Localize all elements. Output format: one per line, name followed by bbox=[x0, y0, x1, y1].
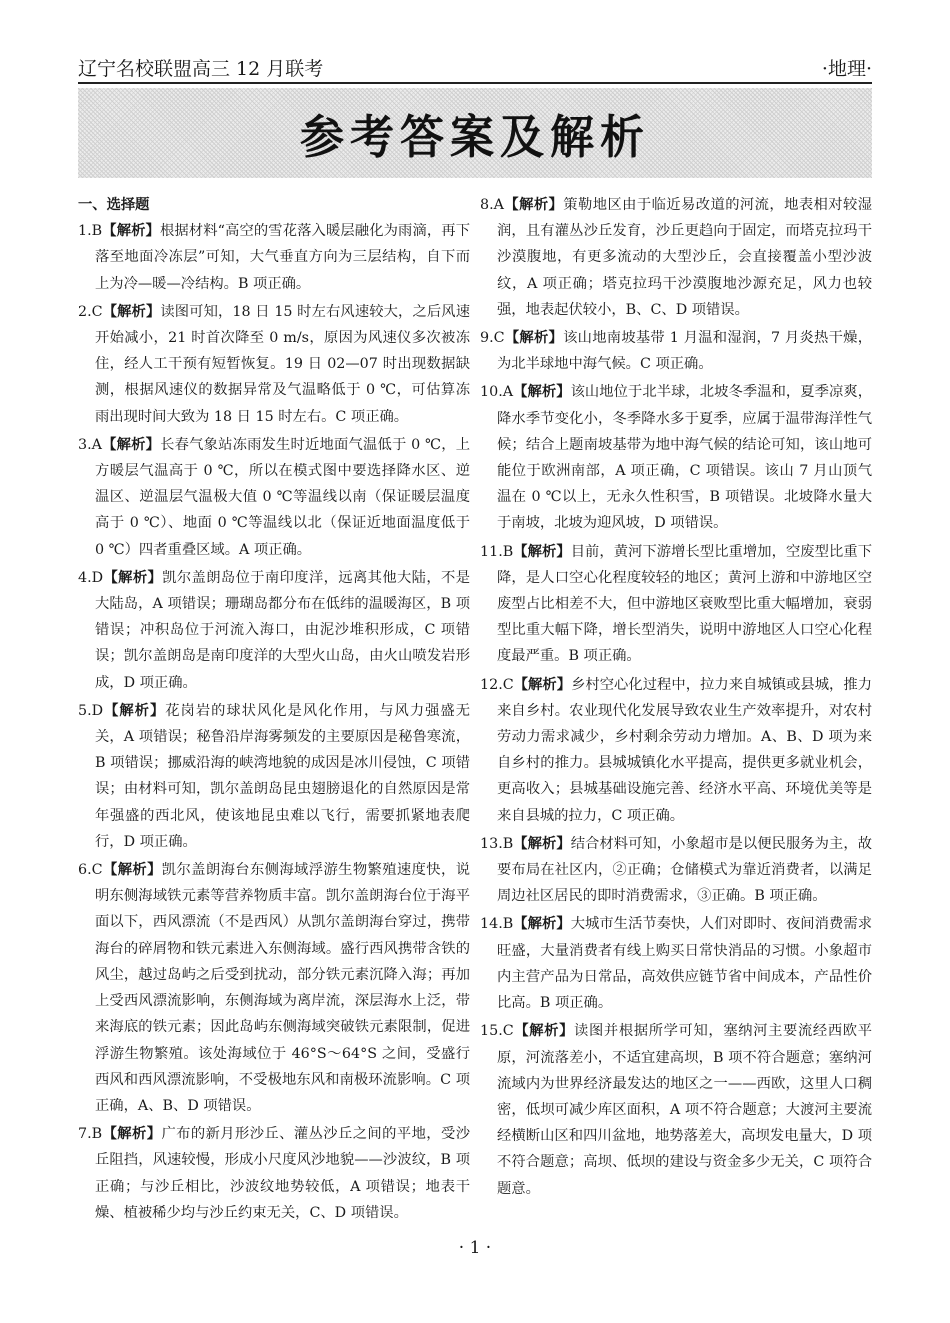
answer-column-right bbox=[480, 192, 872, 1204]
analysis-tag: 【解析】 bbox=[102, 303, 161, 320]
analysis-text: 该山地位于北半球，北坡冬季温和，夏季凉爽，降水季节变化小，冬季降水多于夏季，应属于温带海洋性气候；结合上题南坡基带为地中海气候的结论可知，该山地可能位于欧洲南部，A 项正确，C 项错误。该山 7 月山顶气温在 0 ℃以上，无永久性积雪，B 项错误。北坡降水量大于南坡，北坡为迎风坡，D 项错误。 bbox=[497, 384, 873, 532]
section-title: 一、选择题 bbox=[78, 197, 150, 213]
page-title: 参考答案及解析 bbox=[300, 110, 650, 165]
analysis-text: 大城市生活节奏快，人们对即时、夜间消费需求旺盛，大量消费者有线上购买日常快消品的习惯。小象超市内主营产品为日常品，高效供应链节省中间成本，产品性价比高。B 项正确。 bbox=[497, 916, 872, 1012]
analysis-text: 根据材料“高空的雪花落入暖层融化为雨滴，再下落至地面冷冻层”可知，大气垂直方向为三层结构，自下而上为冷—暖—冷结构。B 项正确。 bbox=[95, 223, 471, 292]
answer-number: 3.A bbox=[78, 436, 102, 453]
analysis-tag: 【解析】 bbox=[503, 197, 564, 213]
exam-title: 辽宁名校联盟高三 12 月联考 bbox=[78, 57, 324, 80]
answer-item bbox=[78, 299, 470, 430]
answer-number: 10.A bbox=[480, 384, 514, 401]
analysis-text: 广布的新月形沙丘、灌丛沙丘之间的平地，受沙丘阻挡，风速较慢，形成小尺度风沙地貌——沙波纹，B 项正确；与沙丘相比，沙波纹地势较低，A 项错误；地表干燥、植被稀少均与沙丘约束无关，C、D 项错误。 bbox=[95, 1126, 471, 1221]
answer-item bbox=[480, 539, 872, 670]
analysis-tag: 【解析】 bbox=[513, 835, 571, 852]
analysis-tag: 【解析】 bbox=[513, 1023, 575, 1040]
answer-number: 12.C bbox=[480, 676, 514, 693]
answer-item bbox=[480, 1018, 872, 1201]
answer-number: 5.D bbox=[78, 702, 104, 719]
answer-number: 15.C bbox=[480, 1023, 514, 1040]
analysis-tag: 【解析】 bbox=[102, 1126, 162, 1143]
title-banner bbox=[78, 88, 872, 178]
answer-item bbox=[480, 672, 872, 829]
analysis-text: 花岗岩的球状风化是风化作用，与风力强盛无关，A 项错误；秘鲁沿岸海雾频发的主要原因是秘鲁寒流，B 项错误；挪威沿海的峡湾地貌的成因是冰川侵蚀，C 项错误；由材料可知，凯尔盖朗岛昆虫翅膀退化的自然原因是常年强盛的西北风，使该地昆虫难以飞行，需要抓紧地表爬行，D 项正确。 bbox=[95, 702, 470, 850]
analysis-tag: 【解析】 bbox=[504, 330, 564, 347]
answer-number: 9.C bbox=[480, 330, 505, 347]
page-header bbox=[78, 52, 872, 82]
answer-number: 6.C bbox=[78, 862, 103, 879]
answer-number: 2.C bbox=[78, 303, 103, 320]
answer-item bbox=[480, 325, 872, 377]
analysis-tag: 【解析】 bbox=[513, 543, 571, 560]
analysis-text: 乡村空心化过程中，拉力来自城镇或县城，推力来自乡村。农业现代化发展导致农业生产效率提升，对农村劳动力需求减少，乡村剩余劳动力增加。A、B、D 项为来自乡村的推力。县城城镇化水平提高，提供更多就业机会，更高收入；县城基础设施完善、经济水平高、环境优美等是来自县城的拉力，C 项正确。 bbox=[497, 676, 873, 824]
answer-item bbox=[480, 379, 872, 536]
answer-item bbox=[78, 698, 470, 855]
analysis-tag: 【解析】 bbox=[103, 702, 166, 719]
analysis-tag: 【解析】 bbox=[102, 862, 162, 879]
analysis-text: 凯尔盖朗海台东侧海域浮游生物繁殖速度快，说明东侧海域铁元素等营养物质丰富。凯尔盖朗海台位于海平面以下，西风漂流（不是西风）从凯尔盖朗海台穿过，携带海台的碎屑物和铁元素进入东侧海域。盛行西风携带含铁的风尘，越过岛屿之后受到扰动，部分铁元素沉降入海；再加上受西风漂流影响，东侧海域为离岸流，深层海水上泛，带来海底的铁元素；因此岛屿东侧海域突破铁元素限制，促进浮游生物繁殖。该处海域位于 46°S～64°S 之间，受盛行西风和西风漂流影响，不受极地东风和南极环流影响。C 项正确，A、B、D 项错误。 bbox=[95, 862, 471, 1114]
answer-number: 1.B bbox=[78, 223, 103, 240]
answer-item bbox=[78, 218, 470, 297]
analysis-text: 结合材料可知，小象超市是以便民服务为主，故要布局在社区内，②正确；仓储模式为靠近消费者，以满足周边社区居民的即时消费需求，③正确。B 项正确。 bbox=[497, 835, 872, 905]
analysis-tag: 【解析】 bbox=[102, 223, 160, 240]
answer-number: 4.D bbox=[78, 569, 104, 586]
answer-item bbox=[480, 192, 872, 323]
answer-item bbox=[78, 565, 470, 696]
analysis-text: 长春气象站冻雨发生时近地面气温低于 0 ℃，上方暖层气温高于 0 ℃，所以在模式图中要选择降水区、逆温区、逆温层气温极大值 0 ℃等温线以南（保证暖层温度高于 0 ℃）、地面 0 ℃等温线以北（保证近地面温度低于 0 ℃）四者重叠区域。A 项正确。 bbox=[95, 436, 470, 558]
subject-label: ·地理· bbox=[821, 57, 872, 80]
analysis-tag: 【解析】 bbox=[513, 676, 572, 693]
header-divider bbox=[78, 82, 872, 84]
analysis-text: 策勒地区由于临近易改道的河流，地表相对较湿润，且有灌丛沙丘发育，沙丘更趋向于固定，而塔克拉玛干沙漠腹地，有更多流动的大型沙丘，会直接覆盖小型沙波纹，A 项正确；塔克拉玛干沙漠腹地沙源充足，风力也较强，地表起伏较小，B、C、D 项错误。 bbox=[497, 197, 873, 318]
analysis-text: 目前，黄河下游增长型比重增加，空废型比重下降，是人口空心化程度较轻的地区；黄河上游和中游地区空废型占比相差不大，但中游地区衰败型比重大幅增加，衰弱型比重大幅下降，增长型消失，说明中游地区人口空心化程度最严重。B 项正确。 bbox=[497, 543, 872, 665]
answer-number: 14.B bbox=[480, 916, 514, 933]
answer-item bbox=[78, 432, 470, 563]
analysis-tag: 【解析】 bbox=[103, 569, 163, 586]
analysis-text: 该山地南坡基带 1 月温和湿润，7 月炎热干燥，为北半球地中海气候。C 项正确。 bbox=[497, 330, 873, 373]
answer-item bbox=[78, 1121, 470, 1226]
page-number: · 1 · bbox=[458, 1238, 492, 1258]
answer-number: 11.B bbox=[480, 543, 514, 560]
analysis-text: 凯尔盖朗岛位于南印度洋，远离其他大陆，不是大陆岛，A 项错误；珊瑚岛都分布在低纬的温暖海区，B 项错误；冲积岛位于河流入海口，由泥沙堆积形成，C 项错误；凯尔盖朗岛是南印度洋的大型火山岛，由火山喷发岩形成，D 项正确。 bbox=[95, 569, 471, 691]
answer-number: 13.B bbox=[480, 835, 514, 852]
analysis-tag: 【解析】 bbox=[513, 916, 571, 933]
answer-item bbox=[78, 857, 470, 1119]
answer-item bbox=[480, 911, 872, 1016]
analysis-tag: 【解析】 bbox=[513, 384, 571, 401]
analysis-text: 读图并根据所学可知，塞纳河主要流经西欧平原，河流落差小，不适宜建高坝，B 项不符合题意；塞纳河流域内为世界经济最发达的地区之一——西欧，这里人口稠密，低坝可减少库区面积，A 项不符合题意；大渡河主要流经横断山区和四川盆地，地势落差大，高坝发电量大，D 项不符合题意；高坝、低坝的建设与资金多少无关，C 项符合题意。 bbox=[497, 1023, 873, 1197]
answer-number: 8.A bbox=[480, 197, 504, 213]
answer-number: 7.B bbox=[78, 1126, 103, 1143]
analysis-text: 读图可知，18 日 15 时左右风速较大，之后风速开始减小，21 时首次降至 0 m/s，原因为风速仪多次被冻住，经人工干预有短暂恢复。19 日 02—07 时出现数据缺测，根据风速仪的数据异常及气温略低于 0 ℃，可估算冻雨出现时间大致为 18 日 15 时左右。C 项正确。 bbox=[95, 303, 470, 425]
analysis-tag: 【解析】 bbox=[101, 436, 161, 453]
answer-item bbox=[480, 831, 872, 910]
answer-column-left bbox=[78, 192, 470, 1228]
